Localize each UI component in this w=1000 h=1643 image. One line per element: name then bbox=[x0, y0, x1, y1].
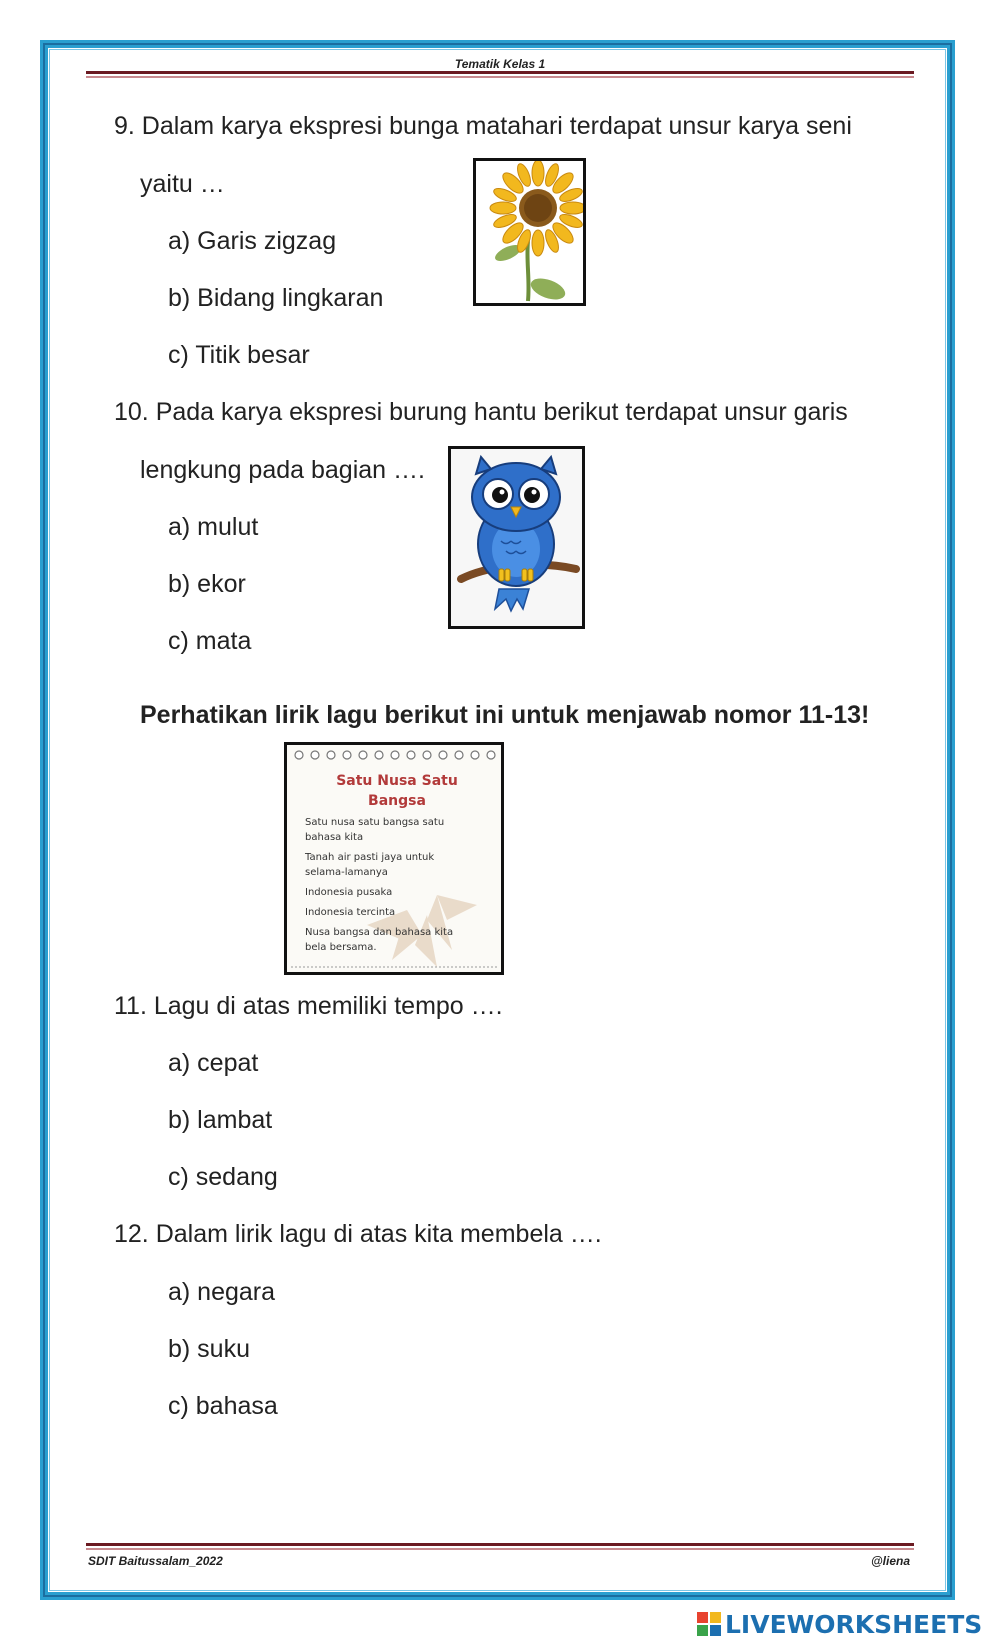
lyric-line-2: bahasa kita bbox=[305, 832, 364, 843]
q9-option-b[interactable]: b) Bidang lingkaran bbox=[168, 284, 384, 312]
sunflower-image bbox=[473, 158, 586, 306]
lyric-line-3: Tanah air pasti jaya untuk bbox=[305, 852, 435, 863]
owl-image bbox=[448, 446, 585, 629]
header-rule bbox=[86, 71, 914, 78]
q10-text: 10. Pada karya ekspresi burung hantu berikut terdapat unsur garis bbox=[114, 398, 848, 426]
sunflower-icon bbox=[476, 161, 583, 303]
q11-option-b[interactable]: b) lambat bbox=[168, 1106, 273, 1134]
q12-text: 12. Dalam lirik lagu di atas kita membela …. bbox=[114, 1220, 602, 1248]
q9-text: 9. Dalam karya ekspresi bunga matahari terdapat unsur karya seni bbox=[114, 112, 852, 140]
liveworksheets-icon bbox=[697, 1612, 721, 1636]
q10-option-a[interactable]: a) mulut bbox=[168, 513, 259, 541]
footer-author: @liena bbox=[870, 1554, 910, 1568]
q9-text-cont: yaitu … bbox=[140, 170, 225, 198]
q9-option-a[interactable]: a) Garis zigzag bbox=[168, 227, 337, 255]
q12-option-a[interactable]: a) negara bbox=[168, 1278, 276, 1306]
brand-name: LIVEWORKSHEETS bbox=[725, 1609, 983, 1639]
lyric-line-1: Satu nusa satu bangsa satu bbox=[305, 817, 445, 828]
footer-school: SDIT Baitussalam_2022 bbox=[88, 1554, 223, 1568]
lyric-line-8: bela bersama. bbox=[305, 942, 377, 953]
q12-option-c[interactable]: c) bahasa bbox=[168, 1392, 278, 1420]
q11-option-c[interactable]: c) sedang bbox=[168, 1163, 278, 1191]
q10-option-b[interactable]: b) ekor bbox=[168, 570, 246, 598]
song-title-line1: Satu Nusa Satu bbox=[336, 773, 458, 789]
liveworksheets-logo[interactable] bbox=[697, 1608, 982, 1640]
q10-text-cont: lengkung pada bagian …. bbox=[140, 456, 425, 484]
lyric-line-4: selama-lamanya bbox=[305, 867, 388, 878]
q10-option-c[interactable]: c) mata bbox=[168, 627, 252, 655]
notebook-icon bbox=[287, 745, 501, 972]
song-title-line2: Bangsa bbox=[368, 793, 426, 809]
lyric-line-7: Nusa bangsa dan bahasa kita bbox=[305, 927, 454, 938]
song-lyrics-image bbox=[284, 742, 504, 975]
owl-icon bbox=[451, 449, 582, 626]
q9-option-c[interactable]: c) Titik besar bbox=[168, 341, 310, 369]
q11-text: 11. Lagu di atas memiliki tempo …. bbox=[114, 992, 503, 1020]
song-instruction: Perhatikan lirik lagu berikut ini untuk menjawab nomor 11-13! bbox=[140, 701, 870, 729]
q11-option-a[interactable]: a) cepat bbox=[168, 1049, 259, 1077]
q12-option-b[interactable]: b) suku bbox=[168, 1335, 250, 1363]
header-title: Tematik Kelas 1 bbox=[454, 57, 546, 71]
lyric-line-5: Indonesia pusaka bbox=[305, 887, 393, 898]
lyric-line-6: Indonesia tercinta bbox=[305, 907, 396, 918]
footer-rule bbox=[86, 1543, 914, 1550]
